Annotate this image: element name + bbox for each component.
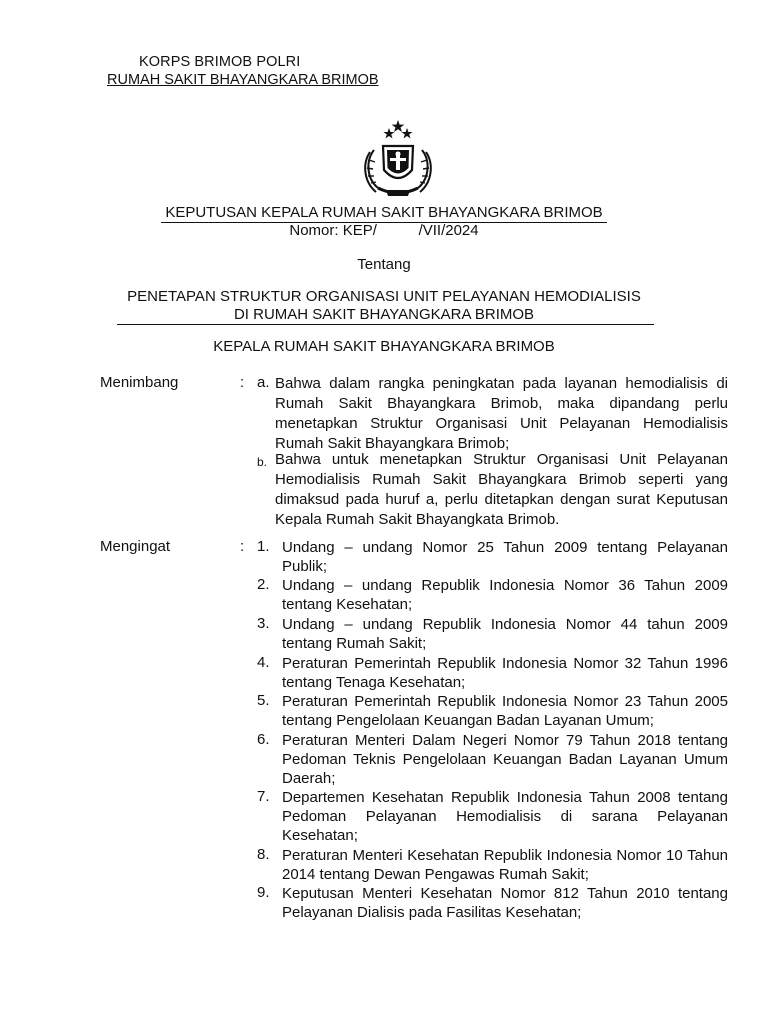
- mengingat-item-marker: 1.: [257, 538, 270, 555]
- mengingat-item-marker: 9.: [257, 884, 270, 901]
- mengingat-item-text: Peraturan Pemerintah Republik Indonesia Nomor 23 Tahun 2005 tentang Pengelolaan Keuangan Badan Layanan Umum;: [282, 693, 728, 729]
- mengingat-item-text: Peraturan Menteri Kesehatan Republik Indonesia Nomor 10 Tahun 2014 tentang Dewan Pengawas Rumah Sakit;: [282, 847, 728, 883]
- org-name-line2: RUMAH SAKIT BHAYANGKARA BRIMOB: [107, 72, 379, 88]
- police-emblem-icon: [356, 116, 440, 200]
- mengingat-item-marker: 6.: [257, 731, 270, 748]
- menimbang-item-text: Bahwa untuk menetapkan Struktur Organisasi Unit Pelayanan Hemodialisis Rumah Sakit Bhayangkara Brimob seperti yang dimaksud pada huruf a, perlu ditetapkan dengan surat Keputusan Kepala Rumah Sakit Bhayangkata Brimob.: [275, 451, 728, 528]
- menimbang-colon: :: [240, 374, 245, 391]
- mengingat-item-text: Departemen Kesehatan Republik Indonesia Tahun 2008 tentang Pedoman Pelayanan Hemodialisis di sarana Pelayanan Kesehatan;: [282, 789, 728, 844]
- tentang-heading: Tentang: [357, 256, 411, 273]
- menimbang-item-text: Bahwa dalam rangka peningkatan pada layanan hemodialisis di Rumah Sakit Bhayangkara Brimob, maka dipandang perlu menetapkan Struktur Organisasi Unit Pelayanan Hemodialisis Rumah Sakit Bhayangkara Brimob;: [275, 375, 728, 452]
- mengingat-item-marker: 7.: [257, 788, 270, 805]
- decree-title: KEPUTUSAN KEPALA RUMAH SAKIT BHAYANGKARA BRIMOB: [0, 204, 768, 223]
- subject-line-1: PENETAPAN STRUKTUR ORGANISASI UNIT PELAYANAN HEMODIALISIS: [127, 288, 641, 305]
- mengingat-item-marker: 3.: [257, 615, 270, 632]
- issuer-heading: KEPALA RUMAH SAKIT BHAYANGKARA BRIMOB: [213, 338, 555, 355]
- decree-number: Nomor: KEP/ /VII/2024: [289, 222, 479, 239]
- subject-line-2: DI RUMAH SAKIT BHAYANGKARA BRIMOB: [233, 306, 535, 323]
- menimbang-item-marker: b.: [257, 455, 268, 469]
- org-name-line1: KORPS BRIMOB POLRI: [139, 54, 301, 70]
- menimbang-label: Menimbang: [100, 374, 179, 391]
- mengingat-item-marker: 5.: [257, 692, 270, 709]
- mengingat-item-text: Undang – undang Nomor 25 Tahun 2009 tentang Pelayanan Publik;: [282, 539, 728, 575]
- mengingat-colon: :: [240, 538, 245, 555]
- mengingat-item-text: Peraturan Pemerintah Republik Indonesia Nomor 32 Tahun 1996 tentang Tenaga Kesehatan;: [282, 655, 728, 691]
- mengingat-item-marker: 2.: [257, 576, 270, 593]
- mengingat-label: Mengingat: [100, 538, 171, 555]
- mengingat-item-marker: 8.: [257, 846, 270, 863]
- menimbang-item-marker: a.: [257, 374, 270, 391]
- mengingat-item-text: Undang – undang Republik Indonesia Nomor 36 Tahun 2009 tentang Kesehatan;: [282, 577, 728, 613]
- mengingat-item-text: Undang – undang Republik Indonesia Nomor 44 tahun 2009 tentang Rumah Sakit;: [282, 616, 728, 652]
- subject-divider: [117, 324, 654, 325]
- mengingat-item-text: Keputusan Menteri Kesehatan Nomor 812 Tahun 2010 tentang Pelayanan Dialisis pada Fasilitas Kesehatan;: [282, 885, 728, 921]
- mengingat-item-text: Peraturan Menteri Dalam Negeri Nomor 79 Tahun 2018 tentang Pedoman Teknis Pengelolaan Keuangan Badan Layanan Umum Daerah;: [282, 732, 728, 787]
- mengingat-item-marker: 4.: [257, 654, 270, 671]
